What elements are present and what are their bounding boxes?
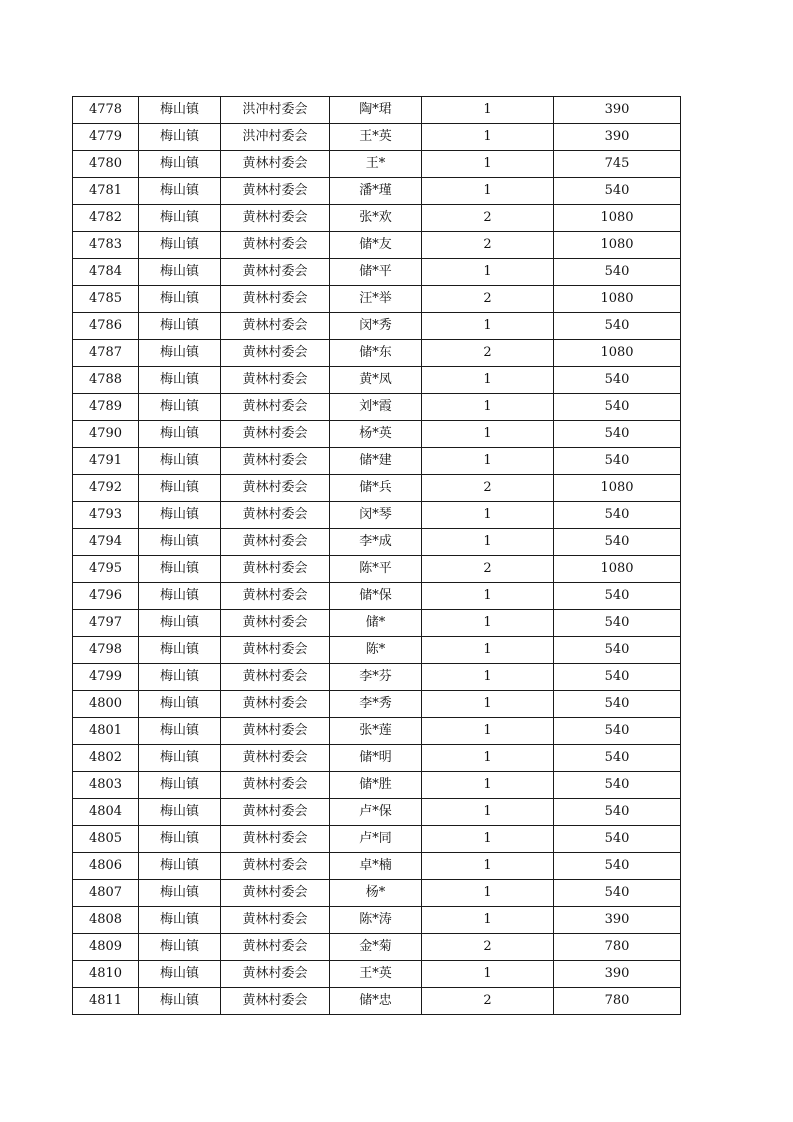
cell-id: 4794: [73, 529, 139, 556]
cell-id: 4802: [73, 745, 139, 772]
table-row: [73, 610, 681, 637]
table-row: [73, 529, 681, 556]
table-row: [73, 556, 681, 583]
table-row: [73, 151, 681, 178]
cell-town: 梅山镇: [139, 124, 221, 151]
cell-village: 黄林村委会: [221, 583, 330, 610]
cell-village: 黄林村委会: [221, 556, 330, 583]
table-row: [73, 637, 681, 664]
cell-id: 4811: [73, 988, 139, 1015]
cell-id: 4801: [73, 718, 139, 745]
cell-town: 梅山镇: [139, 97, 221, 124]
cell-id: 4782: [73, 205, 139, 232]
cell-name: 陈*涛: [330, 907, 422, 934]
table-row: [73, 475, 681, 502]
cell-amount: 540: [554, 448, 681, 475]
cell-count: 1: [422, 664, 554, 691]
cell-count: 1: [422, 313, 554, 340]
cell-village: 黄林村委会: [221, 799, 330, 826]
cell-count: 1: [422, 907, 554, 934]
cell-name: 李*成: [330, 529, 422, 556]
cell-id: 4788: [73, 367, 139, 394]
cell-town: 梅山镇: [139, 772, 221, 799]
cell-name: 储*: [330, 610, 422, 637]
cell-id: 4803: [73, 772, 139, 799]
cell-count: 1: [422, 718, 554, 745]
cell-id: 4781: [73, 178, 139, 205]
cell-count: 1: [422, 448, 554, 475]
cell-name: 王*: [330, 151, 422, 178]
cell-town: 梅山镇: [139, 637, 221, 664]
cell-count: 1: [422, 124, 554, 151]
cell-village: 黄林村委会: [221, 448, 330, 475]
table-row: [73, 691, 681, 718]
cell-name: 储*兵: [330, 475, 422, 502]
table-row: [73, 988, 681, 1015]
cell-id: 4800: [73, 691, 139, 718]
cell-name: 金*菊: [330, 934, 422, 961]
cell-town: 梅山镇: [139, 745, 221, 772]
cell-amount: 540: [554, 772, 681, 799]
cell-id: 4784: [73, 259, 139, 286]
cell-town: 梅山镇: [139, 475, 221, 502]
cell-id: 4793: [73, 502, 139, 529]
cell-town: 梅山镇: [139, 799, 221, 826]
cell-amount: 1080: [554, 232, 681, 259]
table-row: [73, 934, 681, 961]
table-row: [73, 232, 681, 259]
cell-name: 储*忠: [330, 988, 422, 1015]
cell-village: 黄林村委会: [221, 286, 330, 313]
table-row: [73, 394, 681, 421]
cell-amount: 390: [554, 961, 681, 988]
cell-count: 2: [422, 340, 554, 367]
cell-id: 4785: [73, 286, 139, 313]
cell-village: 黄林村委会: [221, 988, 330, 1015]
cell-town: 梅山镇: [139, 448, 221, 475]
cell-town: 梅山镇: [139, 934, 221, 961]
cell-village: 黄林村委会: [221, 232, 330, 259]
cell-village: 黄林村委会: [221, 610, 330, 637]
cell-name: 王*英: [330, 961, 422, 988]
cell-count: 2: [422, 556, 554, 583]
cell-count: 2: [422, 988, 554, 1015]
cell-name: 李*芬: [330, 664, 422, 691]
cell-name: 汪*举: [330, 286, 422, 313]
table-row: [73, 907, 681, 934]
cell-name: 闵*秀: [330, 313, 422, 340]
cell-town: 梅山镇: [139, 178, 221, 205]
cell-amount: 1080: [554, 286, 681, 313]
cell-count: 1: [422, 610, 554, 637]
cell-town: 梅山镇: [139, 718, 221, 745]
cell-name: 杨*英: [330, 421, 422, 448]
cell-id: 4780: [73, 151, 139, 178]
cell-amount: 540: [554, 259, 681, 286]
cell-name: 陈*: [330, 637, 422, 664]
cell-village: 黄林村委会: [221, 340, 330, 367]
cell-name: 储*平: [330, 259, 422, 286]
table-row: [73, 772, 681, 799]
cell-count: 2: [422, 475, 554, 502]
cell-count: 1: [422, 637, 554, 664]
cell-town: 梅山镇: [139, 961, 221, 988]
cell-count: 1: [422, 799, 554, 826]
cell-amount: 1080: [554, 556, 681, 583]
cell-amount: 1080: [554, 205, 681, 232]
cell-name: 潘*瑾: [330, 178, 422, 205]
cell-amount: 540: [554, 610, 681, 637]
cell-village: 洪冲村委会: [221, 124, 330, 151]
cell-village: 黄林村委会: [221, 934, 330, 961]
cell-name: 陈*平: [330, 556, 422, 583]
cell-amount: 540: [554, 583, 681, 610]
cell-name: 卢*同: [330, 826, 422, 853]
cell-village: 黄林村委会: [221, 529, 330, 556]
cell-count: 1: [422, 151, 554, 178]
cell-count: 1: [422, 583, 554, 610]
cell-name: 张*莲: [330, 718, 422, 745]
cell-id: 4805: [73, 826, 139, 853]
cell-name: 李*秀: [330, 691, 422, 718]
cell-name: 黄*凤: [330, 367, 422, 394]
cell-id: 4792: [73, 475, 139, 502]
cell-village: 黄林村委会: [221, 367, 330, 394]
cell-town: 梅山镇: [139, 502, 221, 529]
cell-id: 4797: [73, 610, 139, 637]
cell-amount: 540: [554, 691, 681, 718]
cell-village: 黄林村委会: [221, 745, 330, 772]
cell-town: 梅山镇: [139, 259, 221, 286]
cell-id: 4783: [73, 232, 139, 259]
cell-amount: 540: [554, 826, 681, 853]
cell-amount: 540: [554, 799, 681, 826]
cell-count: 1: [422, 529, 554, 556]
cell-count: 1: [422, 394, 554, 421]
cell-count: 2: [422, 934, 554, 961]
cell-village: 黄林村委会: [221, 880, 330, 907]
table-row: [73, 448, 681, 475]
table-row: [73, 502, 681, 529]
cell-amount: 540: [554, 664, 681, 691]
cell-amount: 745: [554, 151, 681, 178]
cell-id: 4808: [73, 907, 139, 934]
cell-town: 梅山镇: [139, 313, 221, 340]
cell-name: 闵*琴: [330, 502, 422, 529]
cell-count: 1: [422, 259, 554, 286]
cell-id: 4790: [73, 421, 139, 448]
cell-id: 4789: [73, 394, 139, 421]
cell-count: 2: [422, 205, 554, 232]
cell-id: 4798: [73, 637, 139, 664]
table-row: [73, 880, 681, 907]
cell-id: 4809: [73, 934, 139, 961]
table-row: [73, 664, 681, 691]
table-row: [73, 745, 681, 772]
cell-town: 梅山镇: [139, 583, 221, 610]
table-row: [73, 421, 681, 448]
table-row: [73, 367, 681, 394]
cell-town: 梅山镇: [139, 907, 221, 934]
cell-id: 4796: [73, 583, 139, 610]
cell-name: 卓*楠: [330, 853, 422, 880]
cell-town: 梅山镇: [139, 853, 221, 880]
table-row: [73, 178, 681, 205]
cell-count: 1: [422, 502, 554, 529]
cell-count: 1: [422, 367, 554, 394]
cell-village: 黄林村委会: [221, 718, 330, 745]
cell-id: 4795: [73, 556, 139, 583]
cell-name: 陶*珺: [330, 97, 422, 124]
table-row: [73, 853, 681, 880]
cell-id: 4778: [73, 97, 139, 124]
cell-name: 刘*霞: [330, 394, 422, 421]
cell-amount: 540: [554, 502, 681, 529]
cell-town: 梅山镇: [139, 421, 221, 448]
table-row: [73, 313, 681, 340]
cell-town: 梅山镇: [139, 232, 221, 259]
cell-village: 黄林村委会: [221, 961, 330, 988]
cell-id: 4810: [73, 961, 139, 988]
cell-village: 黄林村委会: [221, 205, 330, 232]
cell-village: 黄林村委会: [221, 907, 330, 934]
cell-name: 张*欢: [330, 205, 422, 232]
cell-count: 1: [422, 880, 554, 907]
cell-town: 梅山镇: [139, 826, 221, 853]
table-row: [73, 799, 681, 826]
table-row: [73, 97, 681, 124]
table-row: [73, 961, 681, 988]
cell-amount: 540: [554, 880, 681, 907]
cell-count: 1: [422, 97, 554, 124]
cell-amount: 540: [554, 178, 681, 205]
cell-town: 梅山镇: [139, 556, 221, 583]
cell-count: 1: [422, 745, 554, 772]
cell-id: 4799: [73, 664, 139, 691]
cell-amount: 390: [554, 124, 681, 151]
cell-id: 4804: [73, 799, 139, 826]
cell-count: 1: [422, 178, 554, 205]
cell-town: 梅山镇: [139, 691, 221, 718]
cell-count: 2: [422, 286, 554, 313]
data-table: [72, 96, 681, 1015]
cell-town: 梅山镇: [139, 286, 221, 313]
cell-count: 1: [422, 772, 554, 799]
table-row: [73, 340, 681, 367]
cell-town: 梅山镇: [139, 880, 221, 907]
cell-village: 黄林村委会: [221, 664, 330, 691]
cell-village: 黄林村委会: [221, 394, 330, 421]
cell-village: 黄林村委会: [221, 772, 330, 799]
cell-name: 储*友: [330, 232, 422, 259]
table-row: [73, 259, 681, 286]
cell-town: 梅山镇: [139, 367, 221, 394]
cell-amount: 1080: [554, 340, 681, 367]
cell-town: 梅山镇: [139, 394, 221, 421]
cell-village: 黄林村委会: [221, 637, 330, 664]
cell-id: 4807: [73, 880, 139, 907]
cell-village: 黄林村委会: [221, 259, 330, 286]
cell-amount: 1080: [554, 475, 681, 502]
cell-amount: 540: [554, 421, 681, 448]
cell-name: 储*保: [330, 583, 422, 610]
cell-amount: 540: [554, 529, 681, 556]
cell-name: 储*东: [330, 340, 422, 367]
cell-amount: 390: [554, 97, 681, 124]
cell-count: 1: [422, 853, 554, 880]
cell-village: 黄林村委会: [221, 421, 330, 448]
cell-amount: 540: [554, 718, 681, 745]
cell-name: 王*英: [330, 124, 422, 151]
cell-village: 黄林村委会: [221, 178, 330, 205]
cell-town: 梅山镇: [139, 529, 221, 556]
cell-amount: 390: [554, 907, 681, 934]
cell-amount: 540: [554, 637, 681, 664]
cell-amount: 780: [554, 934, 681, 961]
cell-id: 4791: [73, 448, 139, 475]
table-row: [73, 205, 681, 232]
cell-town: 梅山镇: [139, 988, 221, 1015]
cell-village: 黄林村委会: [221, 853, 330, 880]
cell-village: 黄林村委会: [221, 502, 330, 529]
cell-count: 1: [422, 421, 554, 448]
cell-village: 黄林村委会: [221, 313, 330, 340]
cell-town: 梅山镇: [139, 151, 221, 178]
cell-town: 梅山镇: [139, 664, 221, 691]
table-row: [73, 124, 681, 151]
cell-name: 储*明: [330, 745, 422, 772]
table-row: [73, 826, 681, 853]
cell-id: 4779: [73, 124, 139, 151]
cell-village: 黄林村委会: [221, 826, 330, 853]
table-row: [73, 583, 681, 610]
cell-name: 杨*: [330, 880, 422, 907]
cell-town: 梅山镇: [139, 610, 221, 637]
cell-count: 1: [422, 826, 554, 853]
cell-amount: 780: [554, 988, 681, 1015]
cell-amount: 540: [554, 853, 681, 880]
cell-amount: 540: [554, 367, 681, 394]
cell-count: 1: [422, 691, 554, 718]
cell-count: 2: [422, 232, 554, 259]
cell-name: 卢*保: [330, 799, 422, 826]
cell-town: 梅山镇: [139, 340, 221, 367]
cell-id: 4786: [73, 313, 139, 340]
cell-count: 1: [422, 961, 554, 988]
cell-amount: 540: [554, 313, 681, 340]
cell-village: 黄林村委会: [221, 691, 330, 718]
cell-village: 黄林村委会: [221, 151, 330, 178]
cell-town: 梅山镇: [139, 205, 221, 232]
cell-amount: 540: [554, 745, 681, 772]
cell-amount: 540: [554, 394, 681, 421]
cell-village: 黄林村委会: [221, 475, 330, 502]
cell-name: 储*建: [330, 448, 422, 475]
cell-village: 洪冲村委会: [221, 97, 330, 124]
table-row: [73, 718, 681, 745]
cell-id: 4806: [73, 853, 139, 880]
cell-id: 4787: [73, 340, 139, 367]
table-row: [73, 286, 681, 313]
table-body: [73, 97, 681, 1015]
cell-name: 储*胜: [330, 772, 422, 799]
